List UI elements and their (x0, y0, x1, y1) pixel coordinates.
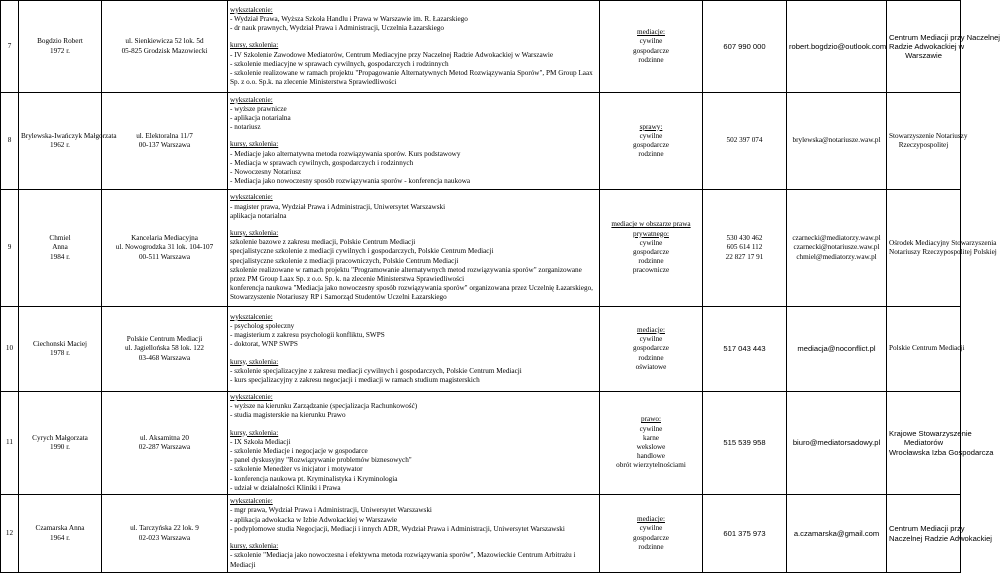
course-item: specjalistyczne szkolenie z mediacji cywilnych i gospodarczych, Polskie Centrum Mediacji (230, 247, 494, 256)
email-address: robert.bogdzio@outlook.com (789, 41, 887, 51)
address-line: ul. Tarczyńska 22 lok. 9 (130, 524, 199, 533)
spacer (230, 421, 597, 429)
spacer (230, 33, 597, 41)
education-item: - podyplomowe studia Negocjacji, Mediacji i innych ADR, Wydział Prawa i Administracji, Uniwersytet Warszawski (230, 524, 565, 533)
organization-line: Notariuszy Rzeczypospolitej Polskiej (889, 248, 997, 256)
mediator-name (19, 1, 102, 93)
education-item: - Wydział Prawa, Wyższa Szkoła Handlu i Prawa w Warszawie im. R. Łazarskiego (230, 14, 468, 23)
course-item: - szkolenie Menedżer vs inicjator i motywator (230, 465, 363, 474)
education-label: wykształcenie: (230, 312, 273, 321)
education-label: wykształcenie: (230, 5, 273, 14)
course-item: - szkolenie specjalizacyjne z zakresu mediacji cywilnych i gospodarczych, Polskie Centrum Mediacji (230, 366, 522, 375)
mediator-qualifications (228, 307, 600, 392)
mediator-address (102, 1, 228, 93)
mediator-organization (887, 495, 992, 573)
mediator-qualifications (228, 190, 600, 307)
birth-year: 1972 r. (50, 46, 70, 55)
mediator-row (1, 307, 961, 392)
specialization-item: cywilne (639, 524, 663, 533)
course-item: - szkolenie realizowane w ramach projektu "Propagowanie Alternatywnych Metod Rozwiązywania Sporów", PM Group Laax Sp. z o.o. Sp.k. na zlecenie Ministerstwa Sprawiedliwości (230, 68, 593, 87)
row-number: 7 (1, 1, 19, 93)
address-line: ul. Nowogrodzka 31 lok. 104-107 (115, 243, 214, 252)
education-item: - aplikacja notarialna (230, 113, 291, 122)
specialization-item: rodzinne (638, 150, 664, 159)
mediator-phone (703, 190, 787, 307)
course-item: - Mediacja w sprawach cywilnych, gospodarczych i rodzinnych (230, 158, 414, 167)
specialization-item: pracownicze (632, 266, 670, 275)
education-label: wykształcenie: (230, 497, 273, 506)
education-item: - dr nauk prawnych, Wydział Prawa i Administracji, Uczelnia Łazarskiego (230, 24, 444, 33)
mediator-row (1, 495, 961, 573)
organization-line: Ośrodek Mediacyjny Stowarzyszenia (889, 238, 997, 247)
mediator-specialization (600, 93, 703, 190)
specialization-item: obrót wierzytelnościami (616, 461, 686, 470)
mediator-phone (703, 307, 787, 392)
courses-label: kursy, szkolenia: (230, 542, 279, 551)
name-line: Brylewska-Iwańczyk Małgorzata (21, 131, 117, 140)
address-line: 02-023 Warszawa (138, 533, 191, 542)
row-number: 8 (1, 93, 19, 190)
email-address: brylewska@notariusze.waw.pl (792, 136, 881, 145)
education-item: - mgr prawa, Wydział Prawa i Administracji, Uniwersytet Warszawski (230, 506, 432, 515)
organization-line: Warszawie (905, 51, 942, 61)
phone-number: 502 397 074 (726, 136, 763, 145)
mediator-organization (887, 1, 1000, 93)
mediator-email (787, 93, 887, 190)
birth-year: 1962 r. (50, 141, 70, 149)
specialization-item: handlowe (637, 452, 665, 461)
phone-number: 605 614 112 (726, 243, 763, 252)
phone-number: 515 539 958 (723, 438, 766, 448)
mediator-qualifications (228, 93, 600, 190)
mediator-rows (1, 1, 1000, 573)
specialization-item: cywilne (639, 131, 663, 140)
education-item: - magisterium z zakresu psychologii konfliktu, SWPS (230, 331, 385, 340)
courses-label: kursy, szkolenia: (230, 228, 279, 237)
name-line: Chmiel (49, 234, 71, 243)
mediator-specialization (600, 392, 703, 495)
mediator-name (19, 190, 102, 307)
mediator-name (19, 392, 102, 495)
courses-label: kursy, szkolenia: (230, 140, 279, 149)
address-line: ul. Jagiellońska 58 lok. 122 (124, 344, 205, 353)
birth-year: 1964 r. (50, 533, 70, 542)
address-line: 02-287 Warszawa (138, 443, 191, 451)
mediator-row (1, 392, 961, 495)
organization-line: Mediatorów (903, 438, 944, 448)
address-line: 03-468 Warszawa (138, 353, 191, 362)
mediator-address (102, 392, 228, 495)
specialization-item: rodzinne (638, 353, 664, 362)
mediator-phone (703, 392, 787, 495)
mediator-row (1, 93, 961, 190)
mediator-name (19, 495, 102, 573)
specialization-item: gospodarcze (633, 141, 669, 149)
address-line: 00-511 Warszawa (138, 252, 191, 261)
organization-line: Polskie Centrum Mediacji (889, 344, 965, 353)
email-address: mediacja@noconflict.pl (797, 344, 876, 354)
mediator-phone (703, 495, 787, 573)
mediator-organization (887, 392, 994, 495)
course-item: - IX Szkoła Mediacji (230, 437, 291, 446)
mediator-address (102, 307, 228, 392)
mediator-email (787, 1, 887, 93)
spacer (230, 221, 597, 229)
course-item: - Nowoczesny Notariusz (230, 168, 302, 176)
mediator-name (19, 307, 102, 392)
address-line: ul. Aksamitna 20 (140, 433, 189, 442)
organization-line: Centrum Mediacji przy Naczelnej (889, 32, 1000, 42)
course-item: - panel dyskusyjny "Rozwiązywanie problemów biznesowych" (230, 456, 412, 465)
mediator-address (102, 190, 228, 307)
name-line: Bogdzio Robert (37, 37, 83, 46)
specialization-item: rodzinne (638, 55, 664, 64)
course-item: - szkolenie mediacyjne w sprawach cywilnych, gospodarczych i rodzinnych (230, 59, 449, 68)
specialization-item: gospodarcze (633, 46, 669, 55)
mediator-email (787, 190, 887, 307)
course-item: - Mediacja jako nowoczesny sposób rozwiązywania sporów - konferencja naukowa (230, 177, 471, 186)
spacer (230, 534, 597, 542)
specialization-item: gospodarcze (633, 344, 669, 353)
education-item: - aplikacja adwokacka w Izbie Adwokackiej w Warszawie (230, 515, 398, 524)
education-item: - notariusz (230, 123, 261, 132)
mediator-organization (887, 190, 997, 307)
email-address: czarnecki@mediatorzy.waw.pl (792, 234, 881, 243)
spacer (230, 132, 597, 140)
mediator-address (102, 93, 228, 190)
specialization-item: cywilne (639, 238, 663, 247)
row-number: 11 (1, 392, 19, 495)
education-item: - psycholog społeczny (230, 321, 295, 330)
email-address: a.czamarska@gmail.com (793, 528, 880, 538)
education-item: - studia magisterskie na kierunku Prawo (230, 411, 346, 420)
specialization-item: karne (643, 433, 659, 442)
specialization-label: mediacje w obszarze prawa prywatnego: (611, 220, 691, 238)
education-item: - wyższe na kierunku Zarządzanie (specjalizacja Rachunkowość) (230, 402, 418, 411)
organization-line: Radzie Adwokackiej w (889, 41, 965, 51)
organization-line: Rzeczypospolitej (898, 141, 949, 149)
mediator-organization (887, 93, 968, 190)
specialization-item: cywilne (639, 424, 663, 433)
mediator-row (1, 1, 961, 93)
specialization-label: prawo: (641, 415, 661, 424)
mediator-qualifications (228, 392, 600, 495)
name-line: Ciechonski Maciej (32, 339, 88, 348)
education-item: - wyższe prawnicze (230, 104, 287, 113)
specialization-item: rodzinne (638, 257, 664, 266)
name-line: Czamarska Anna (35, 524, 85, 533)
birth-year: 1984 r. (50, 252, 70, 261)
address-line: Polskie Centrum Mediacji (126, 335, 203, 344)
mediator-specialization (600, 1, 703, 93)
phone-number: 601 375 973 (723, 528, 766, 538)
specialization-item: wekslowe (636, 443, 666, 451)
mediator-name (19, 93, 117, 190)
phone-number: 517 043 443 (723, 344, 766, 354)
course-item: - IV Szkolenie Zawodowe Mediatorów, Centrum Mediacyjne przy Naczelnej Radzie Adwokackiej w Warszawie (230, 50, 554, 59)
course-item: - kurs specjalizacyjny z zakresu negocjacji i mediacji w ramach studium magisterskich (230, 376, 480, 384)
specialization-label: mediacje: (637, 325, 665, 334)
specialization-item: oświatowe (635, 362, 667, 371)
birth-year: 1978 r. (50, 349, 70, 357)
mediator-specialization (600, 495, 703, 573)
phone-number: 607 990 000 (723, 41, 766, 51)
course-item: - konferencja naukowa pt. Kryminalistyka i Kryminologia (230, 474, 398, 483)
specialization-label: sprawy: (639, 122, 663, 131)
mediator-email (787, 307, 887, 392)
birth-year: 1990 r. (50, 443, 70, 451)
email-address: biuro@mediatorsadowy.pl (792, 438, 881, 448)
email-address: czarnecki@notariusze.waw.pl (793, 243, 880, 252)
specialization-label: mediacje: (637, 28, 665, 37)
phone-number: 22 827 17 91 (725, 252, 764, 261)
mediator-email (787, 392, 887, 495)
courses-label: kursy, szkolenia: (230, 428, 279, 437)
education-label: wykształcenie: (230, 95, 273, 104)
specialization-item: rodzinne (638, 542, 664, 551)
address-line: 00-137 Warszawa (138, 141, 191, 149)
education-item: aplikacja notarialna (230, 211, 287, 220)
name-line: Anna (52, 243, 68, 252)
address-line: ul. Sienkiewicza 52 lok. 5d (125, 37, 204, 46)
education-item: - magister prawa, Wydział Prawa i Administracji, Uniwersytet Warszawski (230, 202, 446, 211)
address-line: ul. Elektoralna 11/7 (136, 131, 193, 140)
mediator-qualifications (228, 495, 600, 573)
course-item: konferencja naukowa "Mediacja jako nowoczesny sposób rozwiązywania sporów" organizowana przez Uczelnię Łazarskiego, Stowarzyszenie Notariuszy RP i Samorząd Studentów Uczelni Łazarskiego (230, 284, 593, 302)
education-label: wykształcenie: (230, 193, 273, 202)
specialization-item: gospodarcze (633, 533, 669, 542)
row-number: 12 (1, 495, 19, 573)
organization-line: Krajowe Stowarzyszenie (889, 429, 972, 439)
specialization-item: cywilne (639, 335, 663, 344)
mediator-address (102, 495, 228, 573)
courses-label: kursy, szkolenia: (230, 41, 279, 50)
address-line: 05-825 Grodzisk Mazowiecki (121, 46, 208, 55)
mediator-qualifications (228, 1, 600, 93)
mediator-row (1, 190, 961, 307)
email-address: chmiel@mediatorzy.waw.pl (796, 252, 877, 261)
name-line: Cyrych Małgorzata (32, 433, 88, 442)
course-item: - szkolenie "Mediacja jako nowoczesna i efektywna metoda rozwiązywania sporów", Mazowieckie Centrum Arbitrażu i Mediacji (230, 551, 576, 569)
course-item: - szkolenie Mediacje i negocjacje w gospodarce (230, 447, 368, 455)
course-item: szkolenie bazowe z zakresu mediacji, Polskie Centrum Mediacji (230, 238, 416, 247)
course-item: szkolenie realizowane w ramach projektu "Programowanie alternatywnych metod rozwiązywania sporów" zorganizowane przez PM Group Laax Sp. z o.o. Sp. k. na zlecenie Ministerstwa Sprawiedliwości (230, 265, 582, 283)
mediator-specialization (600, 307, 703, 392)
mediator-email (787, 495, 887, 573)
organization-line: Stowarzyszenie Notariuszy (889, 131, 968, 140)
specialization-item: cywilne (639, 37, 663, 46)
education-item: - doktorat, WNP SWPS (230, 340, 298, 349)
organization-line: Wrocławska Izba Gospodarcza (889, 447, 994, 457)
spacer (230, 350, 597, 358)
organization-line: Centrum Mediacji przy (889, 524, 965, 534)
course-item: - udział w działalności Kliniki i Prawa (230, 483, 341, 492)
specialization-label: mediacje: (637, 515, 665, 524)
address-line: Kancelaria Mediacyjna (131, 234, 198, 243)
specialization-item: gospodarcze (633, 248, 669, 256)
row-number: 10 (1, 307, 19, 392)
row-number: 9 (1, 190, 19, 307)
course-item: - Mediacje jako alternatywna metoda rozwiązywania sporów. Kurs podstawowy (230, 149, 461, 158)
courses-label: kursy, szkolenia: (230, 357, 279, 366)
mediator-organization (887, 307, 965, 392)
mediator-phone (703, 1, 787, 93)
education-label: wykształcenie: (230, 392, 273, 401)
organization-line: Naczelnej Radzie Adwokackiej (889, 533, 992, 543)
mediator-phone (703, 93, 787, 190)
course-item: specjalistyczne szkolenie z mediacji pracowniczych, Polskie Centrum Mediacji (230, 256, 459, 265)
phone-number: 530 430 462 (726, 234, 763, 243)
mediator-specialization (600, 190, 703, 307)
